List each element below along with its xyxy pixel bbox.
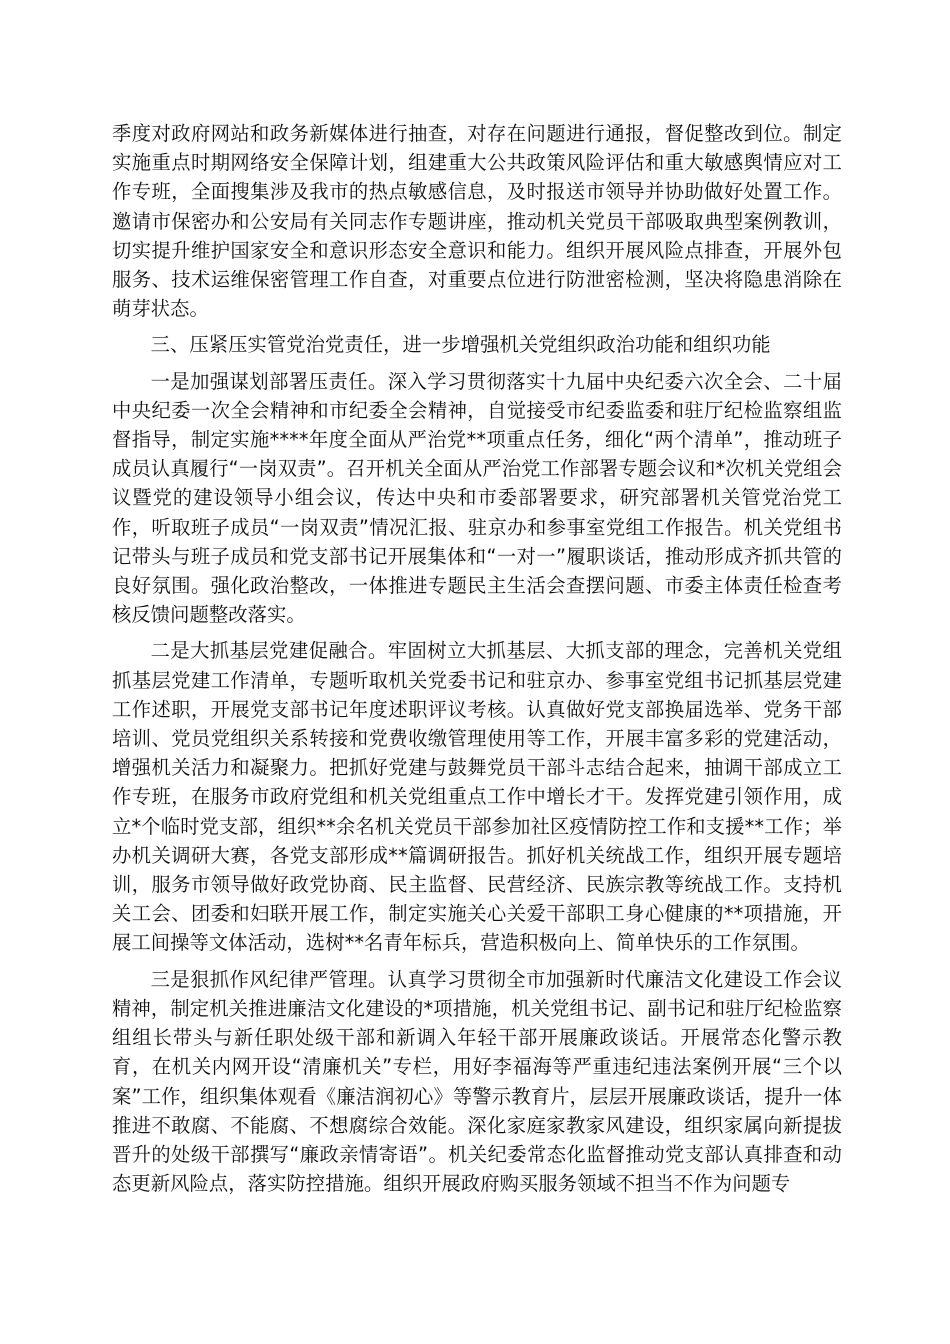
paragraph-item-1: 一是加强谋划部署压责任。深入学习贯彻落实十九届中央纪委六次全会、二十届中央纪委一次全会精神和市纪委全会精神，自觉接受市纪委监委和驻厅纪检监察组监督指导，制定实施****年度全面从严治党**项重点任务，细化“两个清单”，推动班子成员认真履行“一岗双责”。召开机关全面从严治党工作部署专题会议和*次机关党组会议暨党的建设领导小组会议，传达中央和市委部署要求，研究部署机关管党治党工作，听取班子成员“一岗双责”情况汇报、驻京办和参事室党组工作报告。机关党组书记带头与班子成员和党支部书记开展集体和“一对一”履职谈话，推动形成齐抓共管的良好氛围。强化政治整改，一体推进专题民主生活会查摆问题、市委主体责任检查考核反馈问题整改落实。 xyxy=(112,369,842,627)
paragraph-item-2: 二是大抓基层党建促融合。牢固树立大抓基层、大抓支部的理念，完善机关党组抓基层党建工作清单，专题听取机关党委书记和驻京办、参事室党组书记抓基层党建工作述职，开展党支部书记年度述职评议考核。认真做好党支部换届选举、党务干部培训、党员党组织关系转接和党费收缴管理使用等工作，开展丰富多彩的党建活动，增强机关活力和凝聚力。把抓好党建与鼓舞党员干部斗志结合起来，抽调干部成立工作专班，在服务市政府党组和机关党组重点工作中增长才干。发挥党建引领作用，成立*个临时党支部，组织**余名机关党员干部参加社区疫情防控工作和支援**工作；举办机关调研大赛，各党支部形成**篇调研报告。抓好机关统战工作，组织开展专题培训，服务市领导做好政党协商、民主监督、民营经济、民族宗教等统战工作。支持机关工会、团委和妇联开展工作，制定实施关心关爱干部职工身心健康的**项措施，开展工间操等文体活动，选树**名青年标兵，营造积极向上、简单快乐的工作氛围。 xyxy=(112,639,842,955)
section-heading-3: 三、压紧压实管党治党责任，进一步增强机关党组织政治功能和组织功能 xyxy=(150,333,771,357)
paragraph-continuation: 季度对政府网站和政务新媒体进行抽查，对存在问题进行通报，督促整改到位。制定实施重点时期网络安全保障计划，组建重大公共政策风险评估和重大敏感舆情应对工作专班，全面搜集涉及我市的热点敏感信息，及时报送市领导并协助做好处置工作。邀请市保密办和公安局有关同志作专题讲座，推动机关党员干部吸取典型案例教训，切实提升维护国家安全和意识形态安全意识和能力。组织开展风险点排查，开展外包服务、技术运维保密管理工作自查，对重要点位进行防泄密检测，坚决将隐患消除在萌芽状态。 xyxy=(112,122,842,321)
document-page xyxy=(112,119,842,1205)
paragraph-item-3: 三是狠抓作风纪律严管理。认真学习贯彻全市加强新时代廉洁文化建设工作会议精神，制定机关推进廉洁文化建设的*项措施，机关党组书记、副书记和驻厅纪检监察组组长带头与新任职处级干部和新调入年轻干部开展廉政谈话。开展常态化警示教育，在机关内网开设“清廉机关”专栏，用好李福海等严重违纪违法案例开展“三个以案”工作，组织集体观看《廉洁润初心》等警示教育片，层层开展廉政谈话，提升一体推进不敢腐、不能腐、不想腐综合效能。深化家庭家教家风建设，组织家属向新提拔晋升的处级干部撰写“廉政亲情寄语”。机关纪委常态化监督推动党支部认真排查和动态更新风险点，落实防控措施。组织开展政府购买服务领域不担当不作为问题专 xyxy=(112,967,842,1196)
